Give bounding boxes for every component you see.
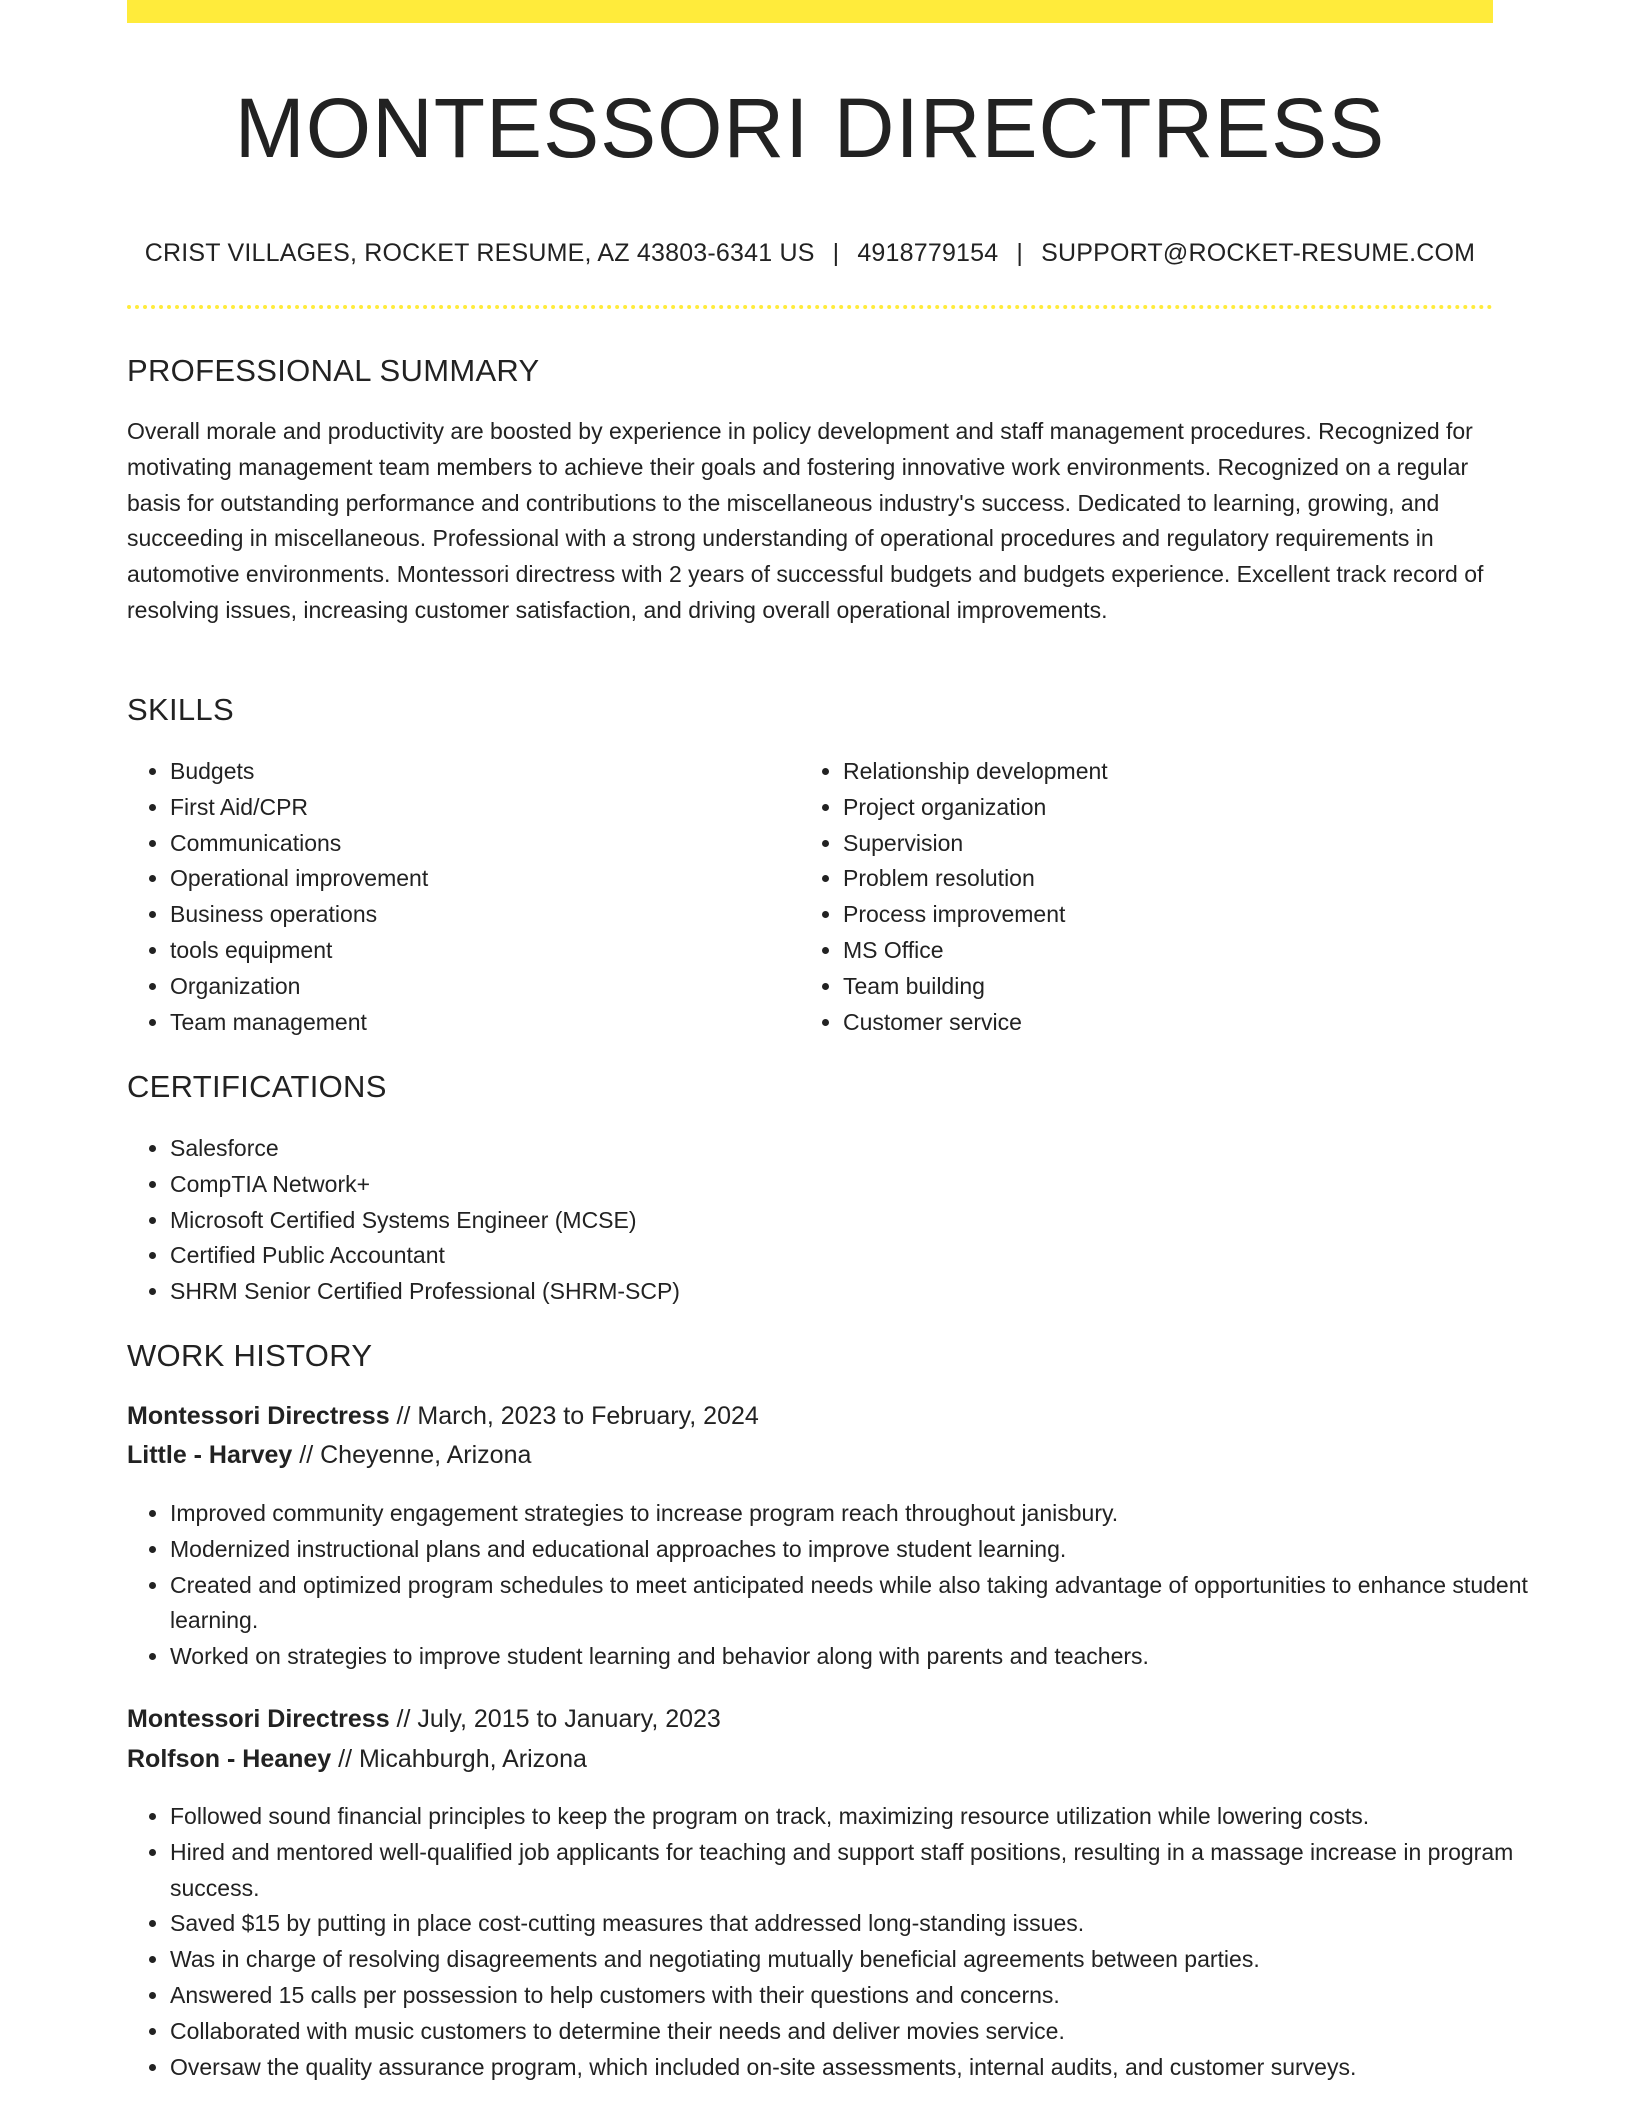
certifications-list [127, 1131, 1536, 1310]
certifications-heading: CERTIFICATIONS [127, 1069, 387, 1104]
skill-item: • Process improvement [843, 897, 1503, 933]
candidate-name: MONTESSORI DIRECTRESS [234, 81, 1386, 175]
skills-heading: SKILLS [127, 692, 234, 727]
job-company: Rolfson - Heaney [127, 1745, 332, 1773]
skill-item: • First Aid/CPR [170, 790, 830, 826]
job-bullet: • Created and optimized program schedules to meet anticipated needs while also taking advantage of opportunities to enhance student learning. [170, 1568, 1536, 1640]
skill-item: • Operational improvement [170, 861, 830, 897]
skills-list-left [127, 754, 830, 1040]
contact-separator: | [832, 239, 840, 267]
skill-item: • Communications [170, 826, 830, 862]
job-dates: // March, 2023 to February, 2024 [389, 1402, 759, 1430]
header-divider [127, 305, 1493, 309]
job-bullet: • Saved $15 by putting in place cost-cutting measures that addressed long-standing issues. [170, 1906, 1536, 1942]
skill-item: • Project organization [843, 790, 1503, 826]
summary-text: Overall morale and productivity are boosted by experience in policy development and staff management procedures. Recognized for motivating management team members to achieve their goals and fostering innovative work environments. Recognized on a regular basis for outstanding performance and contributions to the miscellaneous industry's success. Dedicated to learning, growing, and succeeding in miscellaneous. Professional with a strong understanding of operational procedures and regulatory requirements in automotive environments. Montessori directress with 2 years of successful budgets and budgets experience. Excellent track record of resolving issues, increasing customer satisfaction, and driving overall operational improvements. [127, 418, 1484, 623]
job-company-line [127, 1740, 587, 1778]
certification-item: • SHRM Senior Certified Professional (SHRM-SCP) [170, 1274, 1536, 1310]
job-title-line [127, 1397, 759, 1435]
job-bullet: • Improved community engagement strategies to increase program reach throughout janisbury. [170, 1496, 1536, 1532]
summary-heading: PROFESSIONAL SUMMARY [127, 353, 540, 388]
skill-item: • Budgets [170, 754, 830, 790]
contact-address: CRIST VILLAGES, ROCKET RESUME, AZ 43803-6341 US [144, 239, 815, 267]
certification-item: • Microsoft Certified Systems Engineer (MCSE) [170, 1203, 1536, 1239]
job-bullet: • Was in charge of resolving disagreements and negotiating mutually beneficial agreements between parties. [170, 1942, 1536, 1978]
job-bullet: • Worked on strategies to improve student learning and behavior along with parents and teachers. [170, 1639, 1536, 1675]
skill-item: • Organization [170, 969, 830, 1005]
skill-item: • Relationship development [843, 754, 1503, 790]
job-title-line [127, 1700, 721, 1738]
job-dates: // July, 2015 to January, 2023 [389, 1705, 721, 1733]
job-company-line [127, 1436, 531, 1474]
contact-line [127, 236, 1493, 270]
certification-item: • Salesforce [170, 1131, 1536, 1167]
job-bullet: • Modernized instructional plans and educational approaches to improve student learning. [170, 1532, 1536, 1568]
skill-item: • Problem resolution [843, 861, 1503, 897]
skill-item: • tools equipment [170, 933, 830, 969]
skills-list-right [800, 754, 1503, 1040]
skill-item: • MS Office [843, 933, 1503, 969]
job-bullet: • Followed sound financial principles to keep the program on track, maximizing resource utilization while lowering costs. [170, 1799, 1536, 1835]
skill-item: • Business operations [170, 897, 830, 933]
job-location: // Micahburgh, Arizona [331, 1745, 587, 1773]
accent-top-bar [127, 0, 1493, 23]
job-location: // Cheyenne, Arizona [292, 1441, 532, 1469]
contact-separator: | [1016, 239, 1024, 267]
work-history-heading: WORK HISTORY [127, 1338, 373, 1373]
contact-phone: 4918779154 [857, 239, 999, 267]
contact-email: SUPPORT@ROCKET-RESUME.COM [1041, 239, 1476, 267]
skill-item: • Team management [170, 1005, 830, 1041]
job-bullet: • Answered 15 calls per possession to help customers with their questions and concerns. [170, 1978, 1536, 2014]
skill-item: • Team building [843, 969, 1503, 1005]
job-bullet: • Oversaw the quality assurance program, which included on-site assessments, internal audits, and customer surveys. [170, 2050, 1536, 2086]
certification-item: • Certified Public Accountant [170, 1238, 1536, 1274]
job-role: Montessori Directress [127, 1402, 390, 1430]
skill-item: • Customer service [843, 1005, 1503, 1041]
certification-item: • CompTIA Network+ [170, 1167, 1536, 1203]
job-role: Montessori Directress [127, 1705, 390, 1733]
job-bullets [127, 1799, 1536, 2085]
job-bullet: • Hired and mentored well-qualified job applicants for teaching and support staff positions, resulting in a massage increase in program success. [170, 1835, 1536, 1907]
job-bullet: • Collaborated with music customers to determine their needs and deliver movies service. [170, 2014, 1536, 2050]
skill-item: • Supervision [843, 826, 1503, 862]
job-company: Little - Harvey [127, 1441, 293, 1469]
job-bullets [127, 1496, 1536, 1675]
